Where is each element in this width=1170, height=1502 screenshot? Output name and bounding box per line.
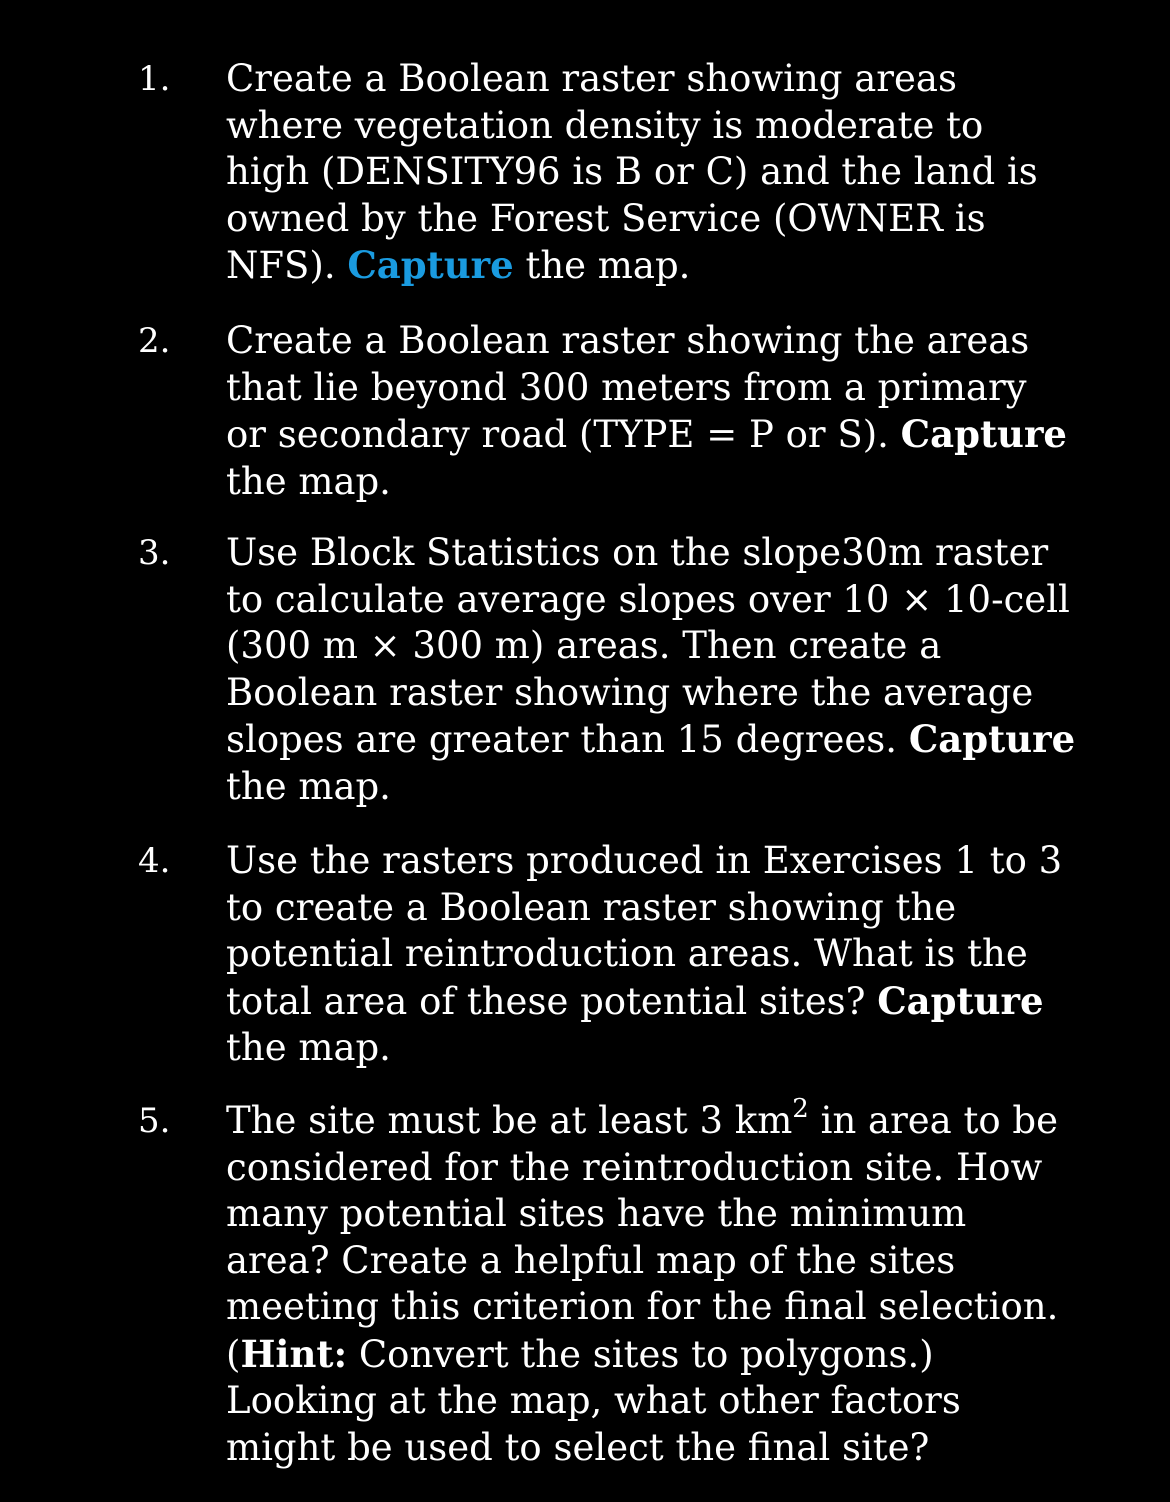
text-line: the map. [226,459,391,503]
text-line: NFS). Capture the map. [226,243,691,287]
exercise-text [226,530,1076,810]
text-line: The site must be at least 3 $km^2$ in area to be [226,1094,1058,1142]
text-line: to calculate average slopes over 10 × 10-cell [226,577,1070,621]
exercise-text [226,1094,1059,1471]
exercise-number: 5. [138,1101,171,1141]
capture-keyword: Capture [900,412,1067,456]
text-line: Looking at the map, what other factors [226,1379,961,1422]
text-line: potential reintroduction areas. What is the [226,932,1028,975]
text-line: Use Block Statistics on the slope30m raster [226,531,1049,574]
text-line: Create a Boolean raster showing areas [226,57,957,100]
text-line: Create a Boolean raster showing the areas [226,319,1030,362]
exercise-text [226,838,1063,1072]
text-line: (Hint: Convert the sites to polygons.) [226,1331,934,1376]
exercise-text [226,318,1067,505]
text-line: area? Create a helpful map of the sites [226,1238,956,1282]
text-line: high (DENSITY96 is B or C) and the land is [226,150,1038,193]
exercise-number: 2. [138,321,171,361]
text-line: might be used to select the final site? [226,1425,930,1469]
exercise-number: 3. [138,533,171,573]
text-line: slopes are greater than 15 degrees. Capture [226,717,1076,761]
text-line: meeting this criterion for the final selection. [226,1285,1059,1328]
superscript: 2 [792,1094,809,1124]
text-line: where vegetation density is moderate to [226,103,984,147]
text-line: that lie beyond 300 meters from a primary [226,365,1027,409]
text-line: considered for the reintroduction site. How [226,1145,1043,1189]
hint-label: Hint: [240,1331,348,1376]
text-line: to create a Boolean raster showing the [226,885,957,929]
text-line: Use the rasters produced in Exercises 1 to 3 [226,839,1063,882]
text-line: the map. [226,1026,391,1069]
text-line: Boolean raster showing where the average [226,670,1034,714]
text-line: many potential sites have the minimum [226,1192,967,1235]
text-line: the map. [226,764,391,808]
text-line: owned by the Forest Service (OWNER is [226,196,986,240]
text-line: or secondary road (TYPE = P or S). Capture [226,412,1067,456]
capture-keyword: Capture [908,717,1076,761]
text-line: (300 m × 300 m) areas. Then create a [226,624,942,667]
exercise-text [226,56,1056,290]
exercise-number: 4. [138,841,171,881]
text-line: total area of these potential sites? Capture [226,978,1044,1023]
exercise-number: 1. [138,59,171,99]
capture-keyword: Capture [877,978,1044,1023]
capture-keyword: Capture [347,243,514,287]
